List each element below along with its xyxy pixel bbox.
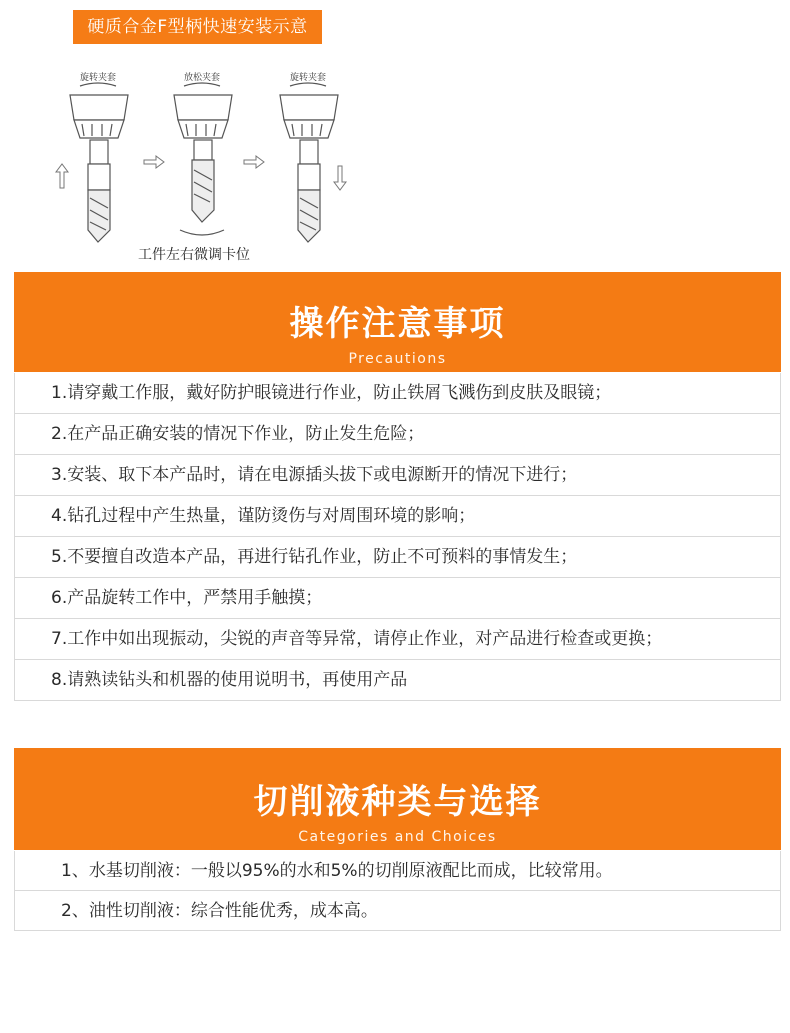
rotate-workpiece-arrow-icon	[180, 230, 224, 235]
drill-install-illustration	[40, 80, 380, 260]
list-item: 6.产品旋转工作中，严禁用手触摸；	[15, 578, 780, 619]
install-diagram	[40, 60, 380, 270]
down-arrow-icon	[334, 166, 346, 190]
step-2-label: 放松夹套	[183, 73, 220, 83]
list-item: 1.请穿戴工作服，戴好防护眼镜进行作业，防止铁屑飞溅伤到皮肤及眼镜；	[15, 373, 780, 414]
install-diagram-title: 硬质合金F型柄快速安装示意	[73, 10, 322, 44]
list-item: 7.工作中如出现振动，尖锐的声音等异常，请停止作业，对产品进行检查或更换；	[15, 619, 780, 660]
tool-step-3	[280, 95, 338, 242]
list-item: 1、水基切削液：一般以95%的水和5%的切削原液配比而成，比较常用。	[15, 851, 780, 891]
tool-step-1	[70, 95, 128, 242]
list-item: 3.安装、取下本产品时，请在电源插头拔下或电源断开的情况下进行；	[15, 455, 780, 496]
diagram-caption: 工件左右微调卡位	[138, 247, 250, 263]
right-arrow-icon	[144, 156, 164, 168]
right-arrow-icon	[244, 156, 264, 168]
fluid-title: 切削液种类与选择	[253, 782, 542, 822]
precautions-list	[14, 373, 781, 701]
precautions-title: 操作注意事项	[289, 304, 506, 344]
step-1-label: 旋转夹套	[79, 73, 116, 83]
tool-step-2	[174, 95, 232, 222]
precautions-subtitle: Precautions	[348, 351, 447, 367]
list-item: 5.不要擅自改造本产品，再进行钻孔作业，防止不可预料的事情发生；	[15, 537, 780, 578]
release-arrow-icon	[184, 83, 220, 86]
fluid-list	[14, 851, 781, 931]
rotate-arrow-icon	[290, 83, 326, 86]
list-item: 4.钻孔过程中产生热量，谨防烫伤与对周围环境的影响；	[15, 496, 780, 537]
list-item: 8.请熟读钻头和机器的使用说明书，再使用产品	[15, 660, 780, 701]
rotate-arrow-icon	[80, 83, 116, 86]
fluid-subtitle: Categories and Choices	[298, 829, 497, 845]
list-item: 2、油性切削液：综合性能优秀，成本高。	[15, 891, 780, 931]
step-3-label: 旋转夹套	[289, 73, 326, 83]
fluid-header	[14, 748, 781, 850]
up-arrow-icon	[56, 164, 68, 188]
precautions-header	[14, 272, 781, 372]
list-item: 2.在产品正确安装的情况下作业，防止发生危险；	[15, 414, 780, 455]
